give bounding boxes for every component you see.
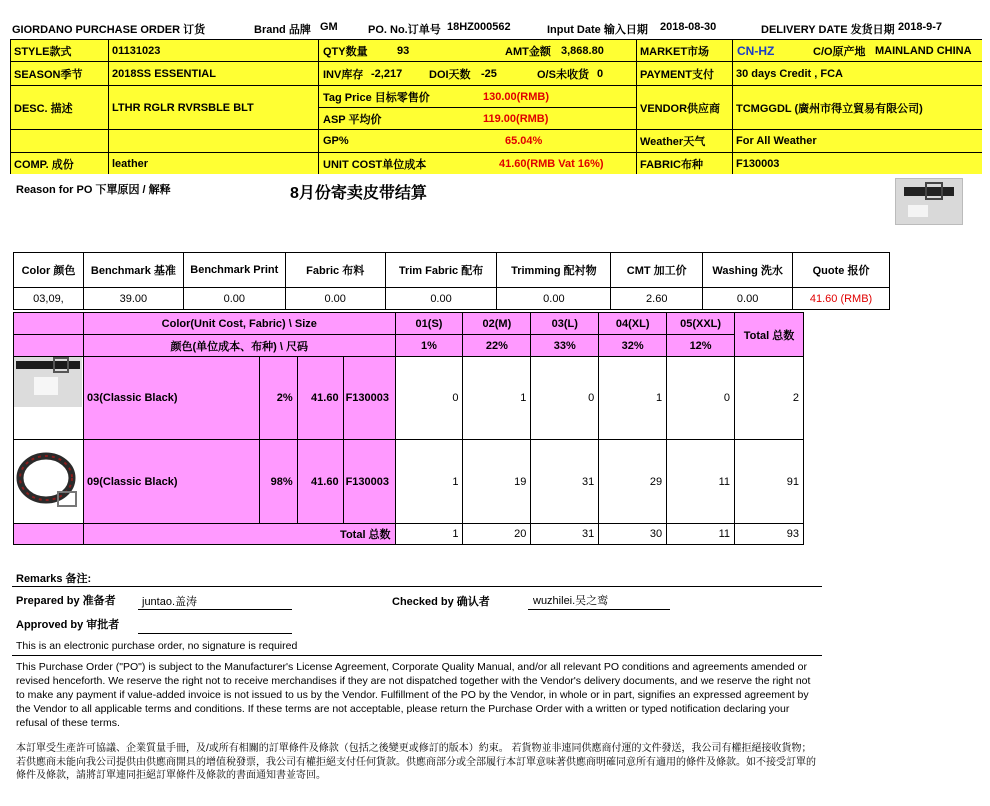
qty-label: QTY数量 [323,45,368,58]
size-ratio: 32% [599,335,667,357]
quote-value: 41.60 (RMB) [793,288,890,310]
unit-cost-row [319,153,637,174]
checked-label: Checked by 确认者 [392,596,490,608]
tag-value: 130.00(RMB) [483,90,550,103]
cost-value: 2.60 [611,288,703,310]
footer-qty: 20 [463,524,531,545]
co-label: C/O原产地 [813,45,866,58]
po-number: 18HZ000562 [447,21,511,33]
doi-value: -25 [481,67,497,80]
delivery-date: 2018-9-7 [898,21,943,33]
row-qty: 1 [599,357,667,440]
row-qty: 0 [667,357,735,440]
style-label: STYLE款式 [11,40,109,62]
os-label: O/S未收货 [537,68,589,81]
row-fabric: F130003 [343,440,395,524]
desc-value: LTHR RGLR RVRSBLE BLT [109,86,319,130]
tag-label: Tag Price 目标零售价 [323,91,430,104]
footer-total: 93 [735,524,804,545]
cost-header: CMT 加工价 [611,253,703,288]
belt-coiled-icon [14,440,82,520]
payment-label: PAYMENT支付 [637,62,733,86]
divider [12,586,822,587]
style-value: 01131023 [109,40,319,62]
approved-label: Approved by 审批者 [16,619,120,631]
signature-line [138,609,292,610]
footer-qty: 31 [531,524,599,545]
cost-table [13,252,890,310]
cost-header: Benchmark Print [183,253,285,288]
cost-value-row [14,288,890,310]
row-qty: 31 [531,440,599,524]
remarks-label: Remarks 备注: [16,573,92,585]
row-qty: 29 [599,440,667,524]
terms-chinese: 本訂單受生產許可協議、企業質量手冊，及/或所有相關的訂單條件及條款（包括之後變更或修訂的版本）約束。 若貨物並非連同供應商付運的文件發送，我公司有權拒絕接收貨物；若供應商未能向我公司提供由供應商開具的增值稅發票，我公司有權拒絕支付任何貨款。供應商部分或全部履行本訂單意味著供應商明確同意所有適用的條件及條款。如不接受訂單的條件及條款，請將訂單連同拒絕訂單條件及條款的書面通知書並寄回。 [16,743,816,781]
size-header: 03(L) [531,313,599,335]
cost-value: 0.00 [497,288,611,310]
reason-label: Reason for PO 下單原因 / 解释 [16,184,171,196]
os-value: 0 [597,67,604,80]
po-info-block [10,39,982,174]
cost-header: Fabric 布料 [285,253,385,288]
footer-row [14,524,804,545]
qty-amt-row [319,40,637,62]
brand-label: Brand 品牌 [254,24,311,36]
row-qty: 19 [463,440,531,524]
doi-label: DOI天数 [429,68,471,81]
qty-value: 93 [397,44,410,57]
row-color: 03(Classic Black) [83,357,259,440]
row-qty: 1 [395,440,463,524]
row-cost: 41.60 [297,440,343,524]
asp-row [319,108,637,130]
weather-label: Weather天气 [637,130,733,153]
row-qty: 0 [395,357,463,440]
cost-value: 39.00 [83,288,183,310]
size-header: 01(S) [395,313,463,335]
blank-left-value [109,130,319,153]
asp-label: ASP 平均价 [323,113,382,126]
row-color: 09(Classic Black) [83,440,259,524]
footer-qty: 11 [667,524,735,545]
season-value: 2018SS ESSENTIAL [109,62,319,86]
size-ratio: 33% [531,335,599,357]
divider [12,655,822,656]
size-ratio: 22% [463,335,531,357]
checked-by: wuzhilei.吴之鸾 [533,595,609,607]
payment-value: 30 days Credit , FCA [733,62,982,86]
co-value: MAINLAND CHINA [875,44,972,57]
fabric-value: F130003 [733,153,982,174]
row-pct: 2% [259,357,297,440]
size-header: 05(XXL) [667,313,735,335]
size-ratio: 12% [667,335,735,357]
cost-header: Benchmark 基准 [83,253,183,288]
electronic-note: This is an electronic purchase order, no signature is required [16,640,298,652]
footer-qty: 30 [599,524,667,545]
tag-row [319,86,637,108]
comp-label: COMP. 成份 [11,153,109,174]
signature-line [528,609,670,610]
inv-value: -2,217 [371,67,403,80]
unit-cost-label: UNIT COST单位成本 [323,158,427,171]
footer-label: Total 总数 [83,524,395,545]
size-header-row [14,313,804,335]
row-total: 2 [735,357,804,440]
prepared-by: juntao.盖涛 [142,596,198,608]
row-qty: 0 [531,357,599,440]
input-date: 2018-08-30 [660,21,717,33]
size-header: 02(M) [463,313,531,335]
page-title: GIORDANO PURCHASE ORDER 订货 [12,24,206,36]
vendor-label: VENDOR供应商 [637,86,733,130]
row-fabric: F130003 [343,357,395,440]
fabric-label: FABRIC布种 [637,153,733,174]
size-table [13,312,804,545]
cost-value: 0.00 [385,288,497,310]
size-header: 04(XL) [599,313,667,335]
cost-value: 0.00 [703,288,793,310]
row-qty: 1 [463,357,531,440]
unit-cost-value: 41.60(RMB Vat 16%) [499,157,604,170]
footer-blank [14,524,84,545]
blank-left [11,130,109,153]
cost-header: Trimming 配衬物 [497,253,611,288]
input-date-label: Input Date 输入日期 [547,24,648,36]
cost-header: Trim Fabric 配布 [385,253,497,288]
cost-header: Color 颜色 [14,253,84,288]
row-qty: 11 [667,440,735,524]
row-pct: 98% [259,440,297,524]
terms-english: This Purchase Order ("PO") is subject to the Manufacturer's License Agreement, Corporate Quality Manual, and/or all relevant PO conditions and agreements amended or revised henceforth. We reserve the right not to receive merchandises if they are not dispatched together with the Vendor's delivery documents, and we reserve the right not to make any payment if value-added invoice is not issued to us by the Vendor. Fulfillment of the PO by the Vendor, in whole or in part, signifies an expressed agreement by the Vendor to all applicable terms and conditions. If these terms are not acceptable, please return the Purchase Order with a written or typed notification declaring your refusal of these terms. [16,661,811,729]
size-ratio: 1% [395,335,463,357]
row-total: 91 [735,440,804,524]
weather-value: For All Weather [733,130,982,153]
color-image-cell [14,440,84,524]
gp-value: 65.04% [505,135,543,147]
signature-line [138,633,292,634]
amt-label: AMT金额 [505,45,551,58]
ratio-row [14,335,804,357]
comp-value: leather [109,153,319,174]
color-image-cell [14,357,84,440]
inv-row [319,62,637,86]
delivery-date-label: DELIVERY DATE 发货日期 [761,24,895,36]
vendor-value: TCMGGDL (廣州市得立貿易有限公司) [733,86,982,130]
cost-value: 0.00 [285,288,385,310]
cost-value: 0.00 [183,288,285,310]
total-header: Total 总数 [735,313,804,357]
row-cost: 41.60 [297,357,343,440]
color-size-header-en: Color(Unit Cost, Fabric) \ Size [83,313,395,335]
belt-black-icon [14,357,82,407]
market-value: CN-HZ [737,43,775,58]
table-row [14,440,804,524]
cost-header: Quote 报价 [793,253,890,288]
cost-value: 03,09, [14,288,84,310]
image-column-header [14,313,84,335]
amt-value: 3,868.80 [561,44,604,57]
desc-label: DESC. 描述 [11,86,109,130]
cost-header: Washing 洗水 [703,253,793,288]
table-row [14,357,804,440]
product-thumbnail [895,178,963,225]
color-size-header-cn: 颜色(单位成本、布种) \ 尺码 [83,335,395,357]
market-row [733,40,982,62]
gp-row [319,130,637,153]
belt-image-icon [896,179,962,224]
cost-header-row [14,253,890,288]
po-label: PO. No.订单号 [368,24,441,36]
season-label: SEASON季节 [11,62,109,86]
gp-label: GP% [323,135,349,147]
inv-label: INV库存 [323,68,364,81]
asp-value: 119.00(RMB) [483,112,549,125]
footer-qty: 1 [395,524,463,545]
prepared-label: Prepared by 准备者 [16,595,116,607]
image-column-header-2 [14,335,84,357]
brand-value: GM [320,21,338,33]
reason-text: 8月份寄卖皮带结算 [290,185,427,202]
market-label: MARKET市场 [637,40,733,62]
